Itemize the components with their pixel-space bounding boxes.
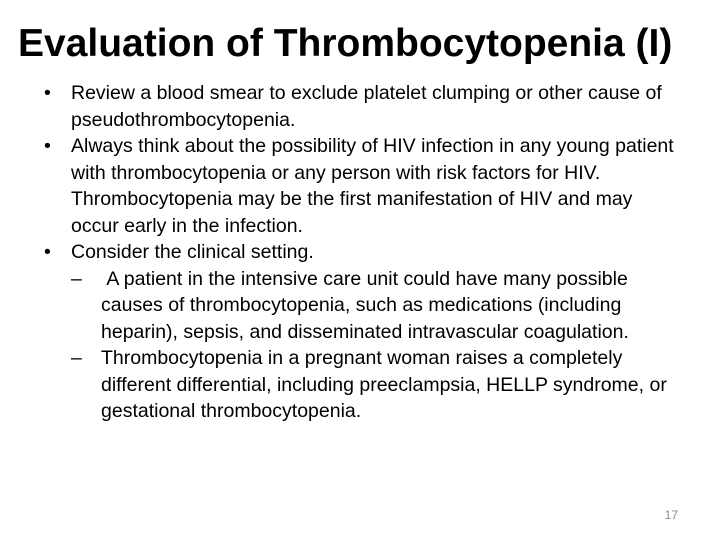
- sub-bullet-item: [44, 345, 684, 425]
- sub-bullet-text: Thrombocytopenia in a pregnant woman raises a completely different differential, including preeclampsia, HELLP syndrome, or gestational thrombocytopenia.: [101, 347, 667, 422]
- bullet-text: Review a blood smear to exclude platelet clumping or other cause of pseudothrombocytopenia.: [71, 82, 662, 131]
- sub-bullet-marker: –: [71, 267, 82, 290]
- bullet-item: [44, 80, 684, 133]
- slide-title: Evaluation of Thrombocytopenia (I): [18, 22, 673, 65]
- sub-bullet-item: [44, 266, 684, 346]
- bullet-marker: •: [44, 135, 51, 157]
- bullet-text: Always think about the possibility of HIV infection in any young patient with thrombocytopenia or any person with risk factors for HIV. Thrombocytopenia may be the first manifestation of HIV and may occur early in the infection.: [71, 135, 674, 237]
- bullet-marker: •: [44, 82, 51, 104]
- slide-body: [44, 80, 684, 425]
- page-number: 17: [664, 508, 678, 522]
- bullet-item: [44, 133, 684, 239]
- sub-bullet-list: [44, 266, 684, 425]
- bullet-text: Consider the clinical setting.: [71, 241, 314, 263]
- sub-bullet-text: A patient in the intensive care unit could have many possible causes of thrombocytopenia, such as medications (including heparin), sepsis, and disseminated intravascular coagulation.: [101, 267, 634, 343]
- bullet-marker: •: [44, 241, 51, 263]
- bullet-item: [44, 239, 684, 266]
- sub-bullet-marker: –: [71, 347, 82, 369]
